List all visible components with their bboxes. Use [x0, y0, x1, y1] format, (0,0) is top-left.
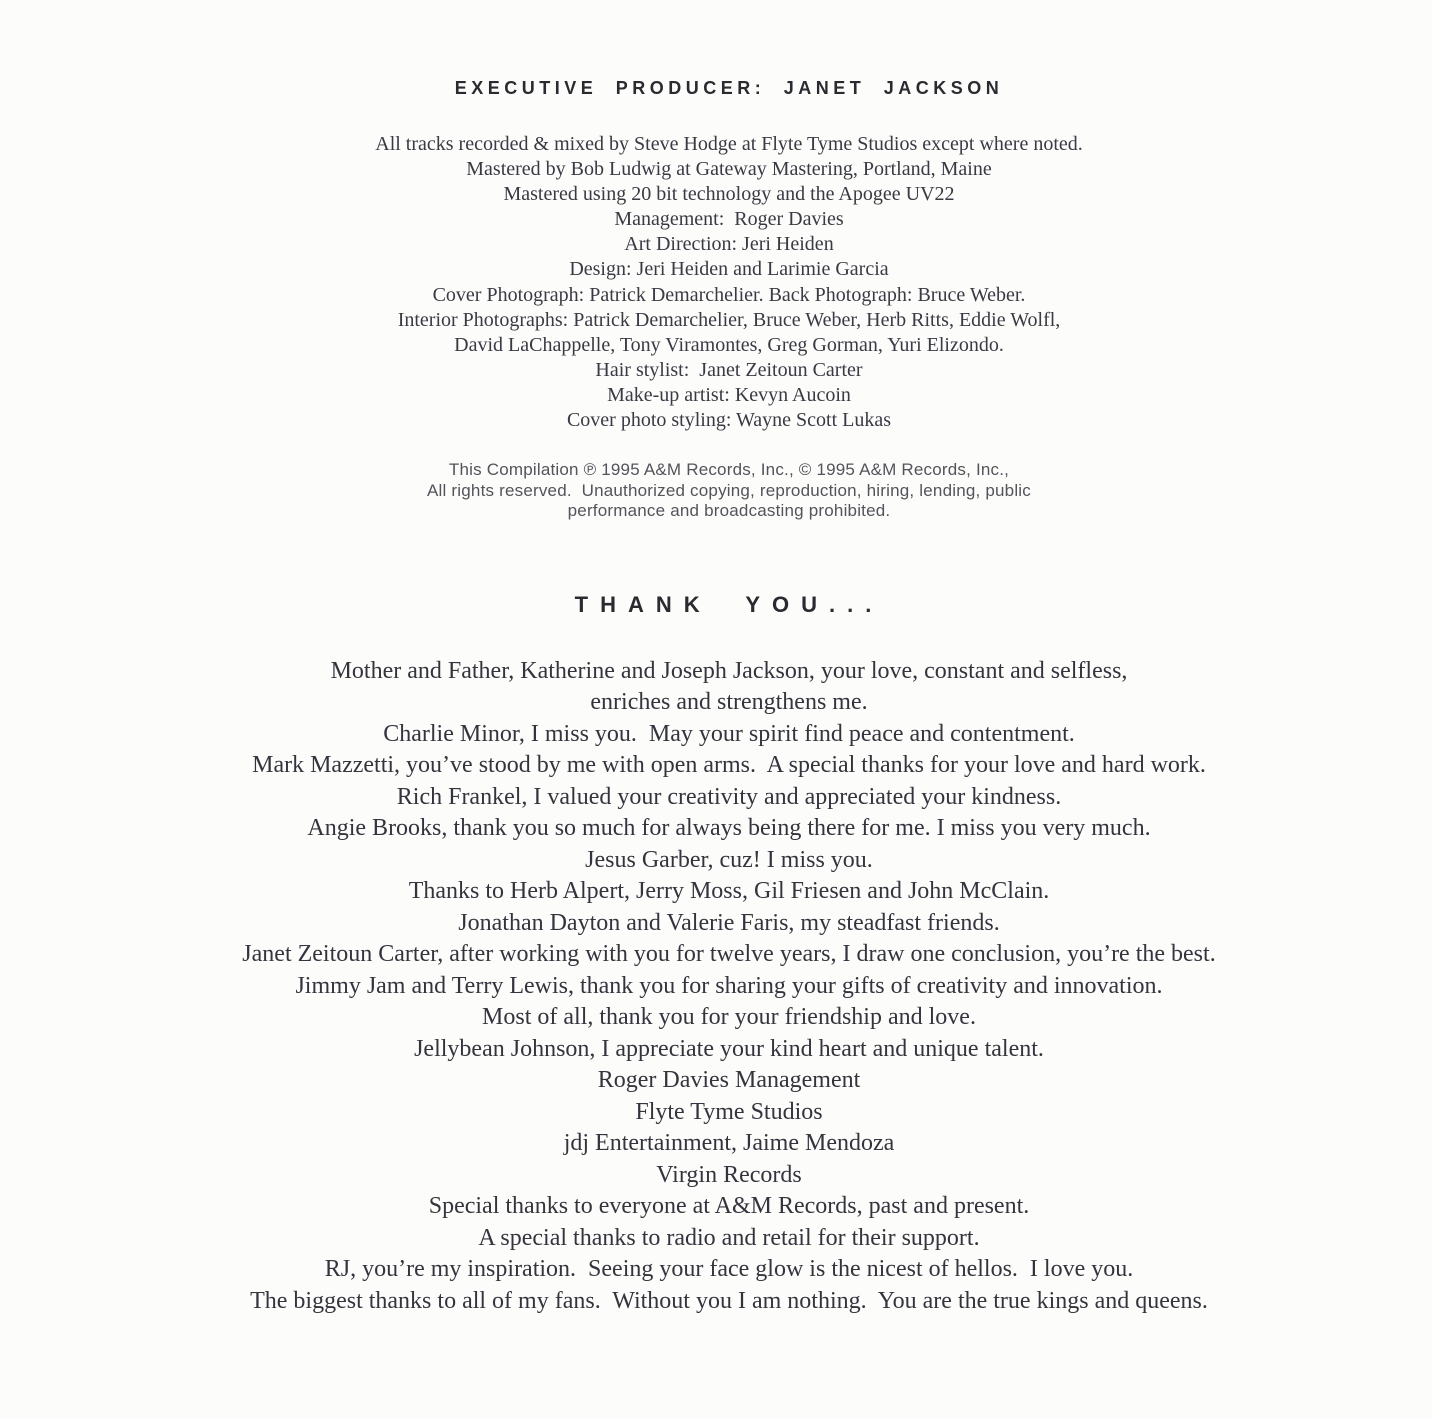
- credit-line: Management: Roger Davies: [614, 208, 844, 231]
- thank-you-line: Rich Frankel, I valued your creativity and appreciated your kindness.: [396, 783, 1062, 810]
- credits-block: [26, 132, 1432, 433]
- thank-you-line: Virgin Records: [656, 1161, 802, 1188]
- thank-you-line: Jellybean Johnson, I appreciate your kind heart and unique talent.: [414, 1035, 1044, 1062]
- credit-line: Interior Photographs: Patrick Demarchelier, Bruce Weber, Herb Ritts, Eddie Wolfl,: [397, 308, 1061, 331]
- thank-you-line: RJ, you’re my inspiration. Seeing your face glow is the nicest of hellos. I love you.: [324, 1256, 1134, 1283]
- thank-you-line: A special thanks to radio and retail for their support.: [478, 1224, 980, 1251]
- thank-you-line: Jesus Garber, cuz! I miss you.: [585, 846, 873, 873]
- thank-you-line: Mark Mazzetti, you’ve stood by me with open arms. A special thanks for your love and hard work.: [252, 752, 1206, 779]
- copyright-block: [26, 460, 1432, 522]
- copyright-line: This Compilation ℗ 1995 A&M Records, Inc., © 1995 A&M Records, Inc.,: [448, 460, 1010, 480]
- thank-you-line: Jimmy Jam and Terry Lewis, thank you for sharing your gifts of creativity and innovation.: [295, 972, 1163, 999]
- credit-line: Hair stylist: Janet Zeitoun Carter: [595, 358, 863, 381]
- credit-line: Mastered by Bob Ludwig at Gateway Mastering, Portland, Maine: [466, 158, 992, 181]
- thank-you-line: Flyte Tyme Studios: [635, 1098, 823, 1125]
- thank-you-line: Mother and Father, Katherine and Joseph Jackson, your love, constant and selfless,: [330, 657, 1128, 684]
- credit-line: Cover Photograph: Patrick Demarchelier. Back Photograph: Bruce Weber.: [432, 283, 1026, 306]
- credit-line: Design: Jeri Heiden and Larimie Garcia: [569, 258, 889, 281]
- executive-producer-heading: EXECUTIVE PRODUCER: JANET JACKSON: [454, 78, 1004, 98]
- thank-you-block: [26, 656, 1432, 1318]
- credit-line: All tracks recorded & mixed by Steve Hodge at Flyte Tyme Studios except where noted.: [375, 133, 1083, 155]
- credit-line: Make-up artist: Kevyn Aucoin: [607, 383, 851, 406]
- thank-you-line: Most of all, thank you for your friendship and love.: [482, 1004, 976, 1031]
- credit-line: Mastered using 20 bit technology and the Apogee UV22: [503, 183, 955, 206]
- thank-you-line: Roger Davies Management: [597, 1067, 861, 1094]
- credit-line: David LaChappelle, Tony Viramontes, Greg Gorman, Yuri Elizondo.: [454, 333, 1004, 356]
- copyright-line: All rights reserved. Unauthorized copying, reproduction, hiring, lending, public: [427, 480, 1031, 500]
- thank-you-line: The biggest thanks to all of my fans. Without you I am nothing. You are the true kings and queens.: [250, 1287, 1208, 1314]
- credit-line: Art Direction: Jeri Heiden: [624, 233, 834, 256]
- thank-you-line: Special thanks to everyone at A&M Records, past and present.: [428, 1193, 1030, 1220]
- credit-line: Cover photo styling: Wayne Scott Lukas: [566, 409, 892, 432]
- thank-you-line: Angie Brooks, thank you so much for always being there for me. I miss you very much.: [307, 815, 1151, 842]
- thank-you-line: enriches and strengthens me.: [590, 689, 868, 716]
- thank-you-heading: THANK YOU...: [574, 591, 884, 617]
- copyright-line: performance and broadcasting prohibited.: [567, 501, 891, 521]
- thank-you-line: Janet Zeitoun Carter, after working with you for twelve years, I draw one conclusion, you’re the best.: [242, 941, 1216, 968]
- thank-you-line: Charlie Minor, I miss you. May your spirit find peace and contentment.: [383, 720, 1075, 747]
- thank-you-line: Jonathan Dayton and Valerie Faris, my steadfast friends.: [458, 909, 1000, 936]
- thank-you-line: Thanks to Herb Alpert, Jerry Moss, Gil Friesen and John McClain.: [408, 878, 1050, 905]
- thank-you-line: jdj Entertainment, Jaime Mendoza: [563, 1130, 895, 1157]
